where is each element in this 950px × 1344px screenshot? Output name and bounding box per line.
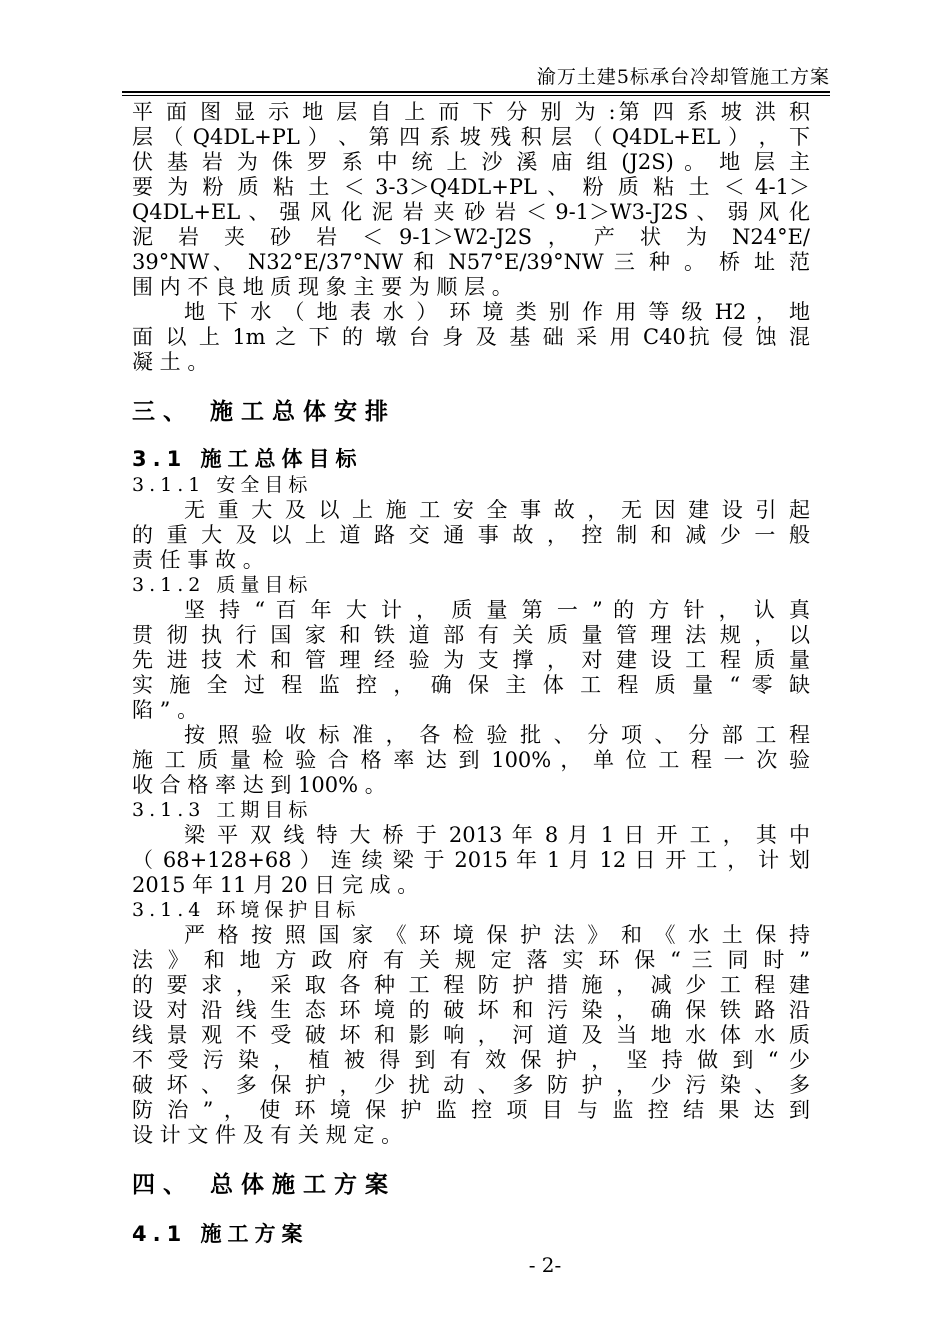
running-header: 渝万土建5标承台冷却管施工方案 (536, 66, 830, 88)
paragraph-quality-1 (132, 598, 810, 723)
text-line: 地 下 水 （ 地 表 水 ） 环 境 类 别 作 用 等 级 H2 ， 地 (184, 300, 810, 324)
text-line: 平 面 图 显 示 地 层 自 上 而 下 分 别 为 :第 四 系 坡 洪 积 (132, 100, 810, 124)
text-line: 收 合 格 率 达 到 100% 。 (132, 773, 386, 797)
text-line: 凝 土 。 (132, 350, 209, 374)
text-line: 梁 平 双 线 特 大 桥 于 2013 年 8 月 1 日 开 工 ， 其 中 (184, 823, 810, 847)
paragraph-environment (132, 923, 810, 1148)
text-line: 围 内 不 良 地 质 现 象 主 要 为 顺 层 。 (132, 275, 513, 299)
text-line: 防 治 ” ， 使 环 境 保 护 监 控 项 目 与 监 控 结 果 达 到 (132, 1098, 810, 1122)
text-line: 设 计 文 件 及 有 关 规 定 。 (132, 1123, 403, 1147)
heading-3-1-2: 3.1.2 质量目标 (132, 574, 313, 596)
text-line: 39°NW、 N32°E/37°NW 和 N57°E/39°NW 三 种 。 桥 址 范 (132, 250, 810, 274)
page-body (132, 100, 810, 1248)
text-line: 法 》 和 地 方 政 府 有 关 规 定 落 实 环 保 “ 三 同 时 ” (132, 948, 810, 972)
text-line: 不 受 污 染 ， 植 被 得 到 有 效 保 护 ， 坚 持 做 到 “ 少 (132, 1048, 810, 1072)
text-line: 实 施 全 过 程 监 控 ， 确 保 主 体 工 程 质 量 “ 零 缺 (132, 673, 810, 697)
text-line: 严 格 按 照 国 家 《 环 境 保 护 法 》 和 《 水 土 保 持 (184, 923, 810, 947)
header-rule (122, 91, 830, 93)
heading-3-1-3: 3.1.3 工期目标 (132, 799, 313, 821)
text-line: 线 景 观 不 受 破 坏 和 影 响 ， 河 道 及 当 地 水 体 水 质 (132, 1023, 810, 1047)
text-line: 伏 基 岩 为 侏 罗 系 中 统 上 沙 溪 庙 组 (J2S) 。 地 层 主 (132, 150, 810, 174)
paragraph-groundwater (132, 300, 810, 375)
paragraph-schedule (132, 823, 810, 898)
text-line: 先 进 技 术 和 管 理 经 验 为 支 撑 ， 对 建 设 工 程 质 量 (132, 648, 810, 672)
text-line: 泥 岩 夹 砂 岩 ＜ 9-1＞W2-J2S ， 产 状 为 N24°E/ (132, 225, 810, 249)
heading-3-1-1: 3.1.1 安全目标 (132, 474, 313, 496)
text-line: 层 （ Q4DL+PL ） 、 第 四 系 坡 残 积 层 （ Q4DL+EL ） ， 下 (132, 125, 810, 149)
text-line: 责 任 事 故 。 (132, 548, 264, 572)
text-line: 按 照 验 收 标 准 ， 各 检 验 批 、 分 项 、 分 部 工 程 (184, 723, 810, 747)
text-line: 2015 年 11 月 20 日 完 成 。 (132, 873, 419, 897)
text-line: 贯 彻 执 行 国 家 和 铁 道 部 有 关 质 量 管 理 法 规 ， 以 (132, 623, 810, 647)
section-heading-3: 三、 施工总体安排 (132, 399, 397, 425)
text-line: 陷 ” 。 (132, 698, 199, 722)
text-line: 的 重 大 及 以 上 道 路 交 通 事 故 ， 控 制 和 减 少 一 般 (132, 523, 810, 547)
subsection-heading-4-1: 4.1 施工方案 (132, 1222, 309, 1246)
text-line: 无 重 大 及 以 上 施 工 安 全 事 故 ， 无 因 建 设 引 起 (184, 498, 810, 522)
text-line: （ 68+128+68 ） 连 续 梁 于 2015 年 1 月 12 日 开 工 ， 计 划 (132, 848, 810, 872)
text-line: Q4DL+EL 、 强 风 化 泥 岩 夹 砂 岩 ＜ 9-1＞W3-J2S 、 弱 风 化 (132, 200, 810, 224)
text-line: 要 为 粉 质 粘 土 ＜ 3-3＞Q4DL+PL 、 粉 质 粘 土 ＜ 4-1＞ (132, 175, 810, 199)
heading-3-1-4: 3.1.4 环境保护目标 (132, 899, 361, 921)
paragraph-quality-2 (132, 723, 810, 798)
paragraph-geology (132, 100, 810, 300)
paragraph-safety (132, 498, 810, 573)
text-line: 施 工 质 量 检 验 合 格 率 达 到 100% ， 单 位 工 程 一 次 验 (132, 748, 810, 772)
subsection-heading-3-1: 3.1 施工总体目标 (132, 447, 363, 471)
text-line: 破 坏 、 多 保 护 ， 少 扰 动 、 多 防 护 ， 少 污 染 、 多 (132, 1073, 810, 1097)
section-heading-4: 四、 总体施工方案 (132, 1172, 397, 1198)
header-rule-thin (122, 95, 830, 96)
text-line: 的 要 求 ， 采 取 各 种 工 程 防 护 措 施 ， 减 少 工 程 建 (132, 973, 810, 997)
text-line: 设 对 沿 线 生 态 环 境 的 破 坏 和 污 染 ， 确 保 铁 路 沿 (132, 998, 810, 1022)
text-line: 坚 持 “ 百 年 大 计 ， 质 量 第 一 ” 的 方 针 ， 认 真 (184, 598, 810, 622)
page-number: - 2- (528, 1253, 562, 1277)
text-line: 面 以 上 1m 之 下 的 墩 台 身 及 基 础 采 用 C40抗 侵 蚀 混 (132, 325, 810, 349)
